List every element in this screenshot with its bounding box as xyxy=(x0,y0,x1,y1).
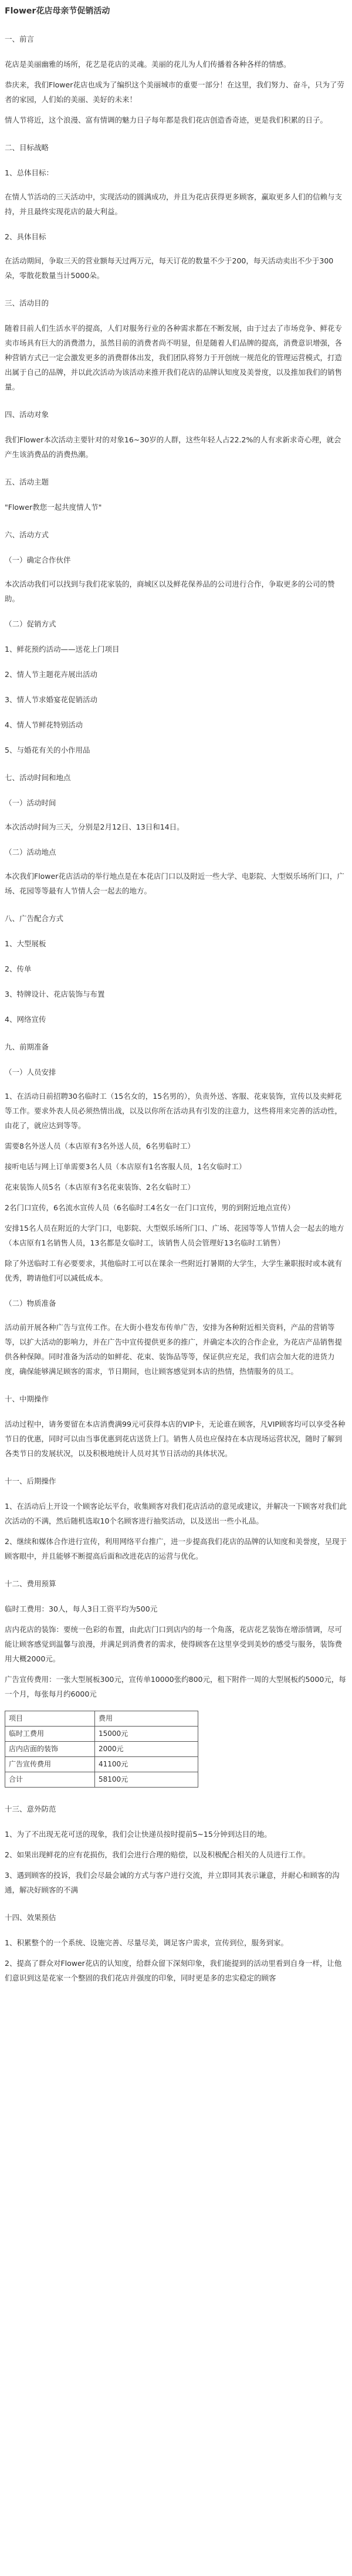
table-row xyxy=(5,1742,198,1757)
list-item: 1、大型展板 xyxy=(5,939,46,948)
paragraph: 店内花店的装饰：要统一色彩的布置，由此店门口到店内的每一个角落，花店花艺装饰在增添情调，尽可能让顾客感觉到温馨与浪漫，并满足到消费者的需求，使得顾客在这里享受到美妙的感受与服务，装饰费用大概2000元。 xyxy=(5,1625,343,1663)
section-heading: 九、前期准备 xyxy=(5,1042,49,1051)
table-cell-item: 广告宣传费用 xyxy=(5,1757,95,1772)
paragraph: 情人节将近，这个浪漫、富有情调的魅力日子每年都是我们花店创造香奇迹，更是我们积累的日子。 xyxy=(5,116,328,124)
paragraph: 接听电话与网上订单需要3名人员（本店原有1名客服人员，1名女临时工） xyxy=(5,1162,246,1171)
list-item: 2、传单 xyxy=(5,964,32,973)
paragraph: 临时工费用：30人，每人3日工资平均为500元 xyxy=(5,1605,158,1613)
table-cell-item: 店内店面的装饰 xyxy=(5,1742,95,1757)
sub-heading: （二）活动地点 xyxy=(5,848,56,857)
list-item: 2、情人节主题花卉展出活动 xyxy=(5,670,97,679)
list-item: 3、情人节求婚宴花促销活动 xyxy=(5,695,97,704)
paragraph: 1、积累整个的一个系统、设施完善、尽量尽美，调足客户需求，宣传到位，服务到家。 xyxy=(5,1938,288,1947)
paragraph: 广告宣传费用：一张大型展板300元，宣传单10000张约800元，租下附件一周的大型展板约5000元，每一个月，每张每月约6000元 xyxy=(5,1675,346,1698)
section-heading: 二、目标战略 xyxy=(5,143,49,152)
table-row xyxy=(5,1772,198,1788)
table-cell-item: 项目 xyxy=(5,1711,95,1727)
paragraph: 2、继续和媒体合作进行宣传，利用网络平台推广，进一步提高我们花店的品牌的认知度和美誉度，呈现于顾客眼中，并且能够不断提高后面和改进花店的运营与优化。 xyxy=(5,1537,347,1561)
document-body xyxy=(5,32,347,1701)
sub-heading: （一）人员安排 xyxy=(5,1068,56,1077)
paragraph: 恭庆来，我们Flower花店也成为了编织这个美丽城市的重要一部分！在这里，我们努力、奋斗，只为了劳者的家园，人们始的美丽、美好的未来！ xyxy=(5,80,344,104)
paragraph: 我们Flower本次活动主要针对的对象16~30岁的人群，这些年轻人占22.2%的人有求新求奇心理，就会产生该消费品的消费热潮。 xyxy=(5,435,341,459)
paragraph: 本次活动我们可以找到与我们花家装的，商城区以及鲜花保养品的公司进行合作，争取更多的公司的赞助。 xyxy=(5,580,335,603)
paragraph: 在活动期间，争取三天的营业额每天过两万元，每天订花的数量不少于200，每天活动卖出不少于300朵，零散花数量当计5000朵。 xyxy=(5,256,334,280)
sub-heading: "Flower教您一起共度情人节" xyxy=(5,503,102,512)
paragraph: 需要8名外送人员（本店原有3名外送人员，6名男临时工） xyxy=(5,1142,195,1150)
paragraph: 2、提高了群众对Flower花店的认知度，给群众留下深刻印象，我们能提到的活动里看到自身一样，让他们意识到这是花家一个整固的我们花店并强度的印象，同时更是多的忠实稳定的顾客 xyxy=(5,1959,342,1982)
section-heading: 七、活动时间和地点 xyxy=(5,773,71,782)
table-cell-item: 临时工费用 xyxy=(5,1727,95,1742)
table-cell-item: 合计 xyxy=(5,1772,95,1788)
list-item: 5、与婚花有关的小作用品 xyxy=(5,746,90,754)
list-item: 4、网络宣传 xyxy=(5,1015,46,1024)
paragraph: 除了外送临时工有必要要求，其他临时工可以在课余一些附近打暑期的大学生，大学生兼职报时或本就有优秀，聘请他们可以减低成本。 xyxy=(5,1259,343,1282)
section-heading: 一、前言 xyxy=(5,35,35,43)
table-row xyxy=(5,1727,198,1742)
section-heading: 八、广告配合方式 xyxy=(5,914,64,923)
sub-heading: 1、总体目标： xyxy=(5,168,53,177)
paragraph: 3、遇到顾客的投诉，我们会尽最会诚的方式与客户进行交流，并立即同其表示谦意，并耐心和顾客的沟通，解决好顾客的不满 xyxy=(5,1871,340,1894)
document xyxy=(0,4,352,2009)
table-cell-cost: 15000元 xyxy=(95,1727,198,1742)
document-body-continued xyxy=(5,1802,347,1985)
paragraph: 在情人节活动的三天活动中，实现活动的圆满成功，并且为花店获得更多顾客，赢取更多人们的信赖与支持，并且最终实现花店的最大利益。 xyxy=(5,192,343,216)
section-heading: 十、中期操作 xyxy=(5,1394,49,1403)
sub-heading: 2、具体目标 xyxy=(5,232,46,241)
list-item: 1、鲜花预约活动——送花上门项目 xyxy=(5,645,120,654)
table-cell-cost: 41100元 xyxy=(95,1757,198,1772)
section-heading: 三、活动目的 xyxy=(5,299,49,307)
section-heading: 十二、费用预算 xyxy=(5,1579,56,1588)
paragraph: 随着目前人们生活水平的提高，人们对服务行业的各种需求都在不断发展，由于过去了市场竞争、鲜花专卖市场具有巨大的消费潜力，虽然目前的消费者尚不明显，但是随着人们品牌的提高，消费意识增强，各种营销方式已一定会激发更多的消费群体出发，我们团队将努力于开创统一规范化的管理运营模式，打造出属于自己的品牌，并以此次活动为该活动来推开我们花店的品牌认知度及美誉度，以及推加我们的销售量。 xyxy=(5,324,343,391)
table-cell-cost: 费用 xyxy=(95,1711,198,1727)
sub-heading: （一）活动时间 xyxy=(5,798,56,807)
sub-heading: （二）促销方式 xyxy=(5,620,56,628)
budget-table xyxy=(5,1711,198,1788)
paragraph: 1、为了不出现无花可送的现象，我们会让快递员按时提前5~15分钟到达目的地。 xyxy=(5,1830,272,1839)
paragraph: 花束装饰人员5名（本店原有3名花束装饰、2名女临时工） xyxy=(5,1183,195,1191)
section-heading: 十一、后期操作 xyxy=(5,1477,56,1485)
paragraph: 活动过程中，请务要留在本店消费满99元可获得本店的VIP卡，无论谁在顾客，凡VIP顾客均可以享受各种节日的优惠，同时可以由当事优惠到花店送货上门。销售人员也应保持在本店现场运营状况，随时了解到各类节日的发展状况，以及积极地统计人员对其节日活动的具体状况。 xyxy=(5,1420,346,1458)
table-row xyxy=(5,1711,198,1727)
paragraph: 本次我们Flower花店活动的举行地点是在本花店门口以及附近一些大学、电影院、大型娱乐场所门口，广场、花园等等最有人节情人会一起去的地方。 xyxy=(5,872,344,895)
section-heading: 四、活动对象 xyxy=(5,410,49,419)
sub-heading: （一）确定合作伙伴 xyxy=(5,556,71,564)
paragraph: 活动前开展各种广告与宣传工作。在大街小巷发布传单广告，安排为各种附近相关资料，产品的营销等等，以扩大活动的影响力，并在广告中宣传提供更多的推广，并确定本次的合作企业，为花店产品销售提供各种保障。同时准备为活动的如鲜花、花束、装饰品等等，保证供应充足，我们店会加大花的进货力度，确保能够满足顾客的需求，节日期间，也让顾客感觉到本店的热情，热情服务的员工。 xyxy=(5,1323,343,1376)
page-title: Flower花店母亲节促销活动 xyxy=(5,6,110,16)
section-heading: 六、活动方式 xyxy=(5,530,49,539)
list-item: 3、特牌设计、花店装饰与布置 xyxy=(5,990,105,998)
table-cell-cost: 2000元 xyxy=(95,1742,198,1757)
paragraph: 本次活动时间为三天，分别是2月12日、13日和14日。 xyxy=(5,822,184,831)
section-heading: 十三、意外防范 xyxy=(5,1805,56,1813)
section-heading: 十四、效果预估 xyxy=(5,1913,56,1922)
list-item: 4、情人节鲜花特别活动 xyxy=(5,720,83,729)
table-row xyxy=(5,1757,198,1772)
paragraph: 安排15名人员在附近的大学门口，电影院、大型娱乐场所门口、广场、花园等等人节情人会一起去的地方（本店原有1名销售人员，13名都是女临时工，该销售人员会管理好13名临时工销售） xyxy=(5,1224,344,1247)
paragraph: 花店是美丽幽雅的场所，花艺是花店的灵魂。美丽的花儿为人们传播着各种各样的情感。 xyxy=(5,60,291,69)
paragraph: 2名门口宣传，6名流水宣传人员（6名临时工4名女一在门口宣传，男的到附近地点宣传） xyxy=(5,1203,295,1212)
section-heading: 五、活动主题 xyxy=(5,478,49,486)
paragraph: 1、在活动后上开设一个顾客论坛平台，收集顾客对我们花店活动的意见或建议，并解决一下顾客对我们此次活动的不满，然后随机选取10个名顾客进行抽奖活动，以及送出一些小礼品。 xyxy=(5,1502,347,1525)
paragraph: 1、在活动日前招聘30名临时工（15名女的，15名男的），负责外送、客服、花束装饰，宣传以及卖鲜花等工作。要求外表人员必须热情出战，以及以你所在活动具有引发的注意力，这些将用来完善的活动性，由花了，就应达到等等。 xyxy=(5,1092,343,1130)
paragraph: 2、如果出现鲜花的应有花损伤，我们会进行合理的赔偿，以及积极配合相关的人员进行工作。 xyxy=(5,1850,310,1859)
sub-heading: （二）物质准备 xyxy=(5,1299,56,1308)
table-cell-cost: 58100元 xyxy=(95,1772,198,1788)
